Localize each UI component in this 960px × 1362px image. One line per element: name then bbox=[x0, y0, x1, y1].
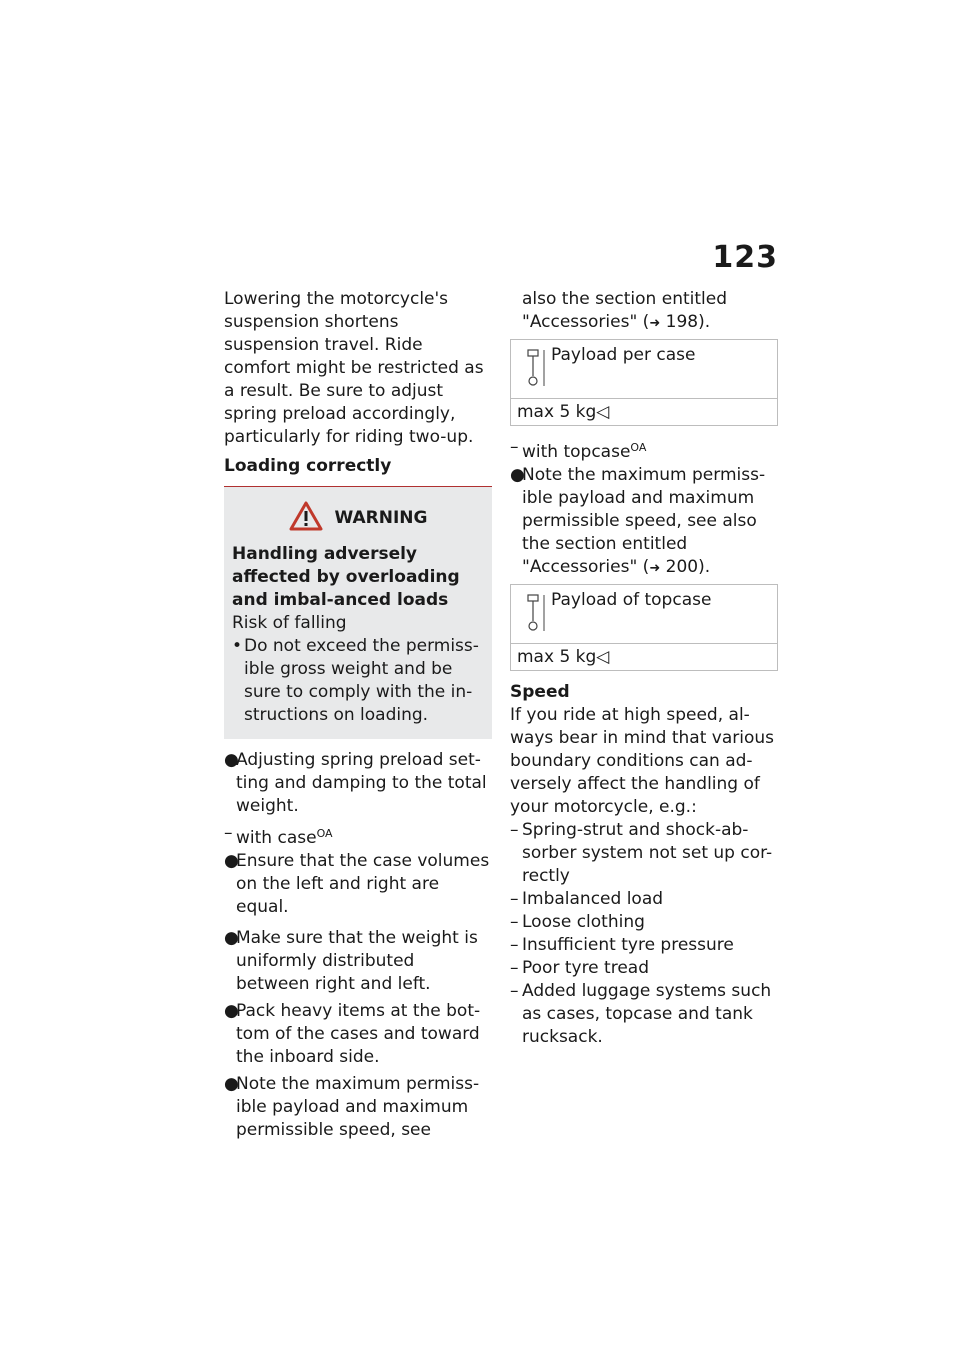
payload-topcase-value: max 5 kg◁ bbox=[517, 647, 610, 667]
weight-icon bbox=[511, 585, 551, 643]
bullet-icon: ● bbox=[224, 750, 239, 770]
list-item: ● Note the maximum permiss-ible payload and maximum permissible speed, see bbox=[224, 1074, 480, 1140]
payload-topcase-label: Payload of topcase bbox=[551, 590, 712, 610]
weight-icon bbox=[511, 340, 551, 398]
warning-risk: Risk of falling bbox=[232, 613, 347, 633]
right-column bbox=[510, 288, 778, 1049]
payload-case-label: Payload per case bbox=[551, 345, 696, 365]
bullet-icon: ● bbox=[224, 851, 239, 871]
bullet-icon: • bbox=[232, 636, 243, 656]
dash-icon: – bbox=[510, 981, 519, 1001]
list-item: – Insufficient tyre pressure bbox=[510, 935, 734, 955]
warning-header bbox=[232, 501, 484, 535]
payload-case-value: max 5 kg◁ bbox=[517, 402, 610, 422]
dash-icon: – bbox=[510, 889, 519, 909]
warning-box bbox=[224, 487, 492, 739]
list-item: – Added luggage systems such as cases, topcase and tank rucksack. bbox=[510, 981, 772, 1047]
list-item: ● Note the maximum permiss-ible payload and maximum permissible speed, see also the section entitled "Accessories" (➜ 200). bbox=[510, 464, 778, 580]
page-number: 123 bbox=[712, 240, 778, 275]
list-item: ● Ensure that the case volumes on the left and right are equal. bbox=[224, 851, 490, 917]
dash-icon: – bbox=[224, 823, 233, 843]
warning-item: • Do not exceed the permiss-ible gross weight and be sure to comply with the in-structions on loading. bbox=[232, 636, 479, 725]
bullet-icon: ● bbox=[224, 928, 239, 948]
list-item: – with topcase$^{OA}$ bbox=[510, 437, 647, 462]
list-item: – with case$^{OA}$ bbox=[224, 823, 333, 848]
warning-triangle-icon bbox=[289, 501, 323, 535]
intro-paragraph: Lowering the motorcycle's suspension shortens suspension travel. Ride comfort might be restricted as a result. Be sure to adjust spring preload accordingly, particularly for riding two-up. bbox=[224, 289, 484, 447]
dash-icon: – bbox=[510, 958, 519, 978]
dash-icon: – bbox=[510, 935, 519, 955]
list-item: – Poor tyre tread bbox=[510, 958, 649, 978]
left-column bbox=[224, 288, 492, 1146]
page-reference-arrow-icon: ➜ bbox=[649, 561, 661, 576]
bullet-icon: ● bbox=[510, 465, 525, 485]
list-item: – Loose clothing bbox=[510, 912, 645, 932]
page-reference-arrow-icon: ➜ bbox=[649, 316, 661, 331]
speed-heading: Speed bbox=[510, 682, 570, 702]
list-item: ● Adjusting spring preload set-ting and damping to the total weight. bbox=[224, 750, 487, 816]
payload-topcase-table bbox=[510, 584, 778, 671]
list-item: ● Make sure that the weight is uniformly distributed between right and left. bbox=[224, 928, 478, 994]
dash-icon: – bbox=[510, 437, 519, 457]
list-item: – Imbalanced load bbox=[510, 889, 664, 909]
payload-case-table bbox=[510, 339, 778, 426]
warning-hazard: Handling adversely affected by overloading and imbal-anced loads bbox=[232, 544, 460, 610]
dash-icon: – bbox=[510, 912, 519, 932]
section-heading: Loading correctly bbox=[224, 456, 392, 476]
bullet-icon: ● bbox=[224, 1074, 239, 1094]
list-item: – Spring-strut and shock-ab-sorber system not set up cor-rectly bbox=[510, 820, 773, 886]
speed-paragraph: If you ride at high speed, al-ways bear in mind that various boundary conditions can ad-versely affect the handling of your motorcycle, e.g.: bbox=[510, 705, 775, 817]
continued-text: also the section entitled "Accessories" (➜ 198). bbox=[522, 289, 727, 332]
warning-title: WARNING bbox=[334, 508, 428, 528]
bullet-icon: ● bbox=[224, 1001, 239, 1021]
list-item: ● Pack heavy items at the bot-tom of the cases and toward the inboard side. bbox=[224, 1001, 481, 1067]
conditions-list bbox=[510, 819, 778, 1049]
dash-icon: – bbox=[510, 820, 519, 840]
